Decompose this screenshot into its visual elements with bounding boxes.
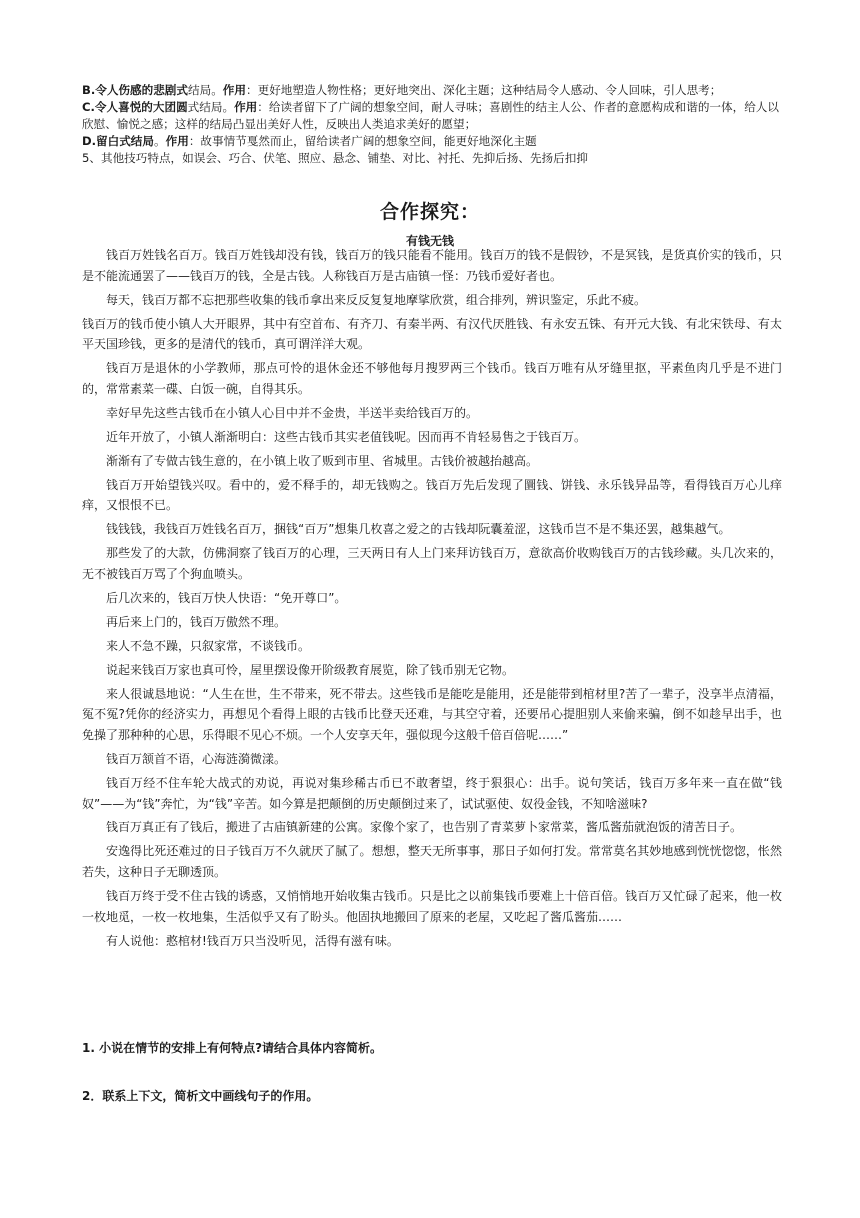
story-paragraph: 每天，钱百万都不忘把那些收集的钱币拿出来反反复复地摩挲欣赏，组合排列，辨识鉴定，乐此不疲。 — [106, 292, 647, 307]
story-paragraph: 钱百万颔首不语，心海涟漪微漾。 — [106, 751, 287, 766]
ending-c-text: ：给读者留下了广阔的想象空间，耐人寻味；喜剧性的结主人公、作者的意愿构成和谐的一体，给人以欣慰、愉悦之感；这样的结局凸显出美好人性，反映出人类追求美好的愿望； — [82, 100, 779, 131]
story-paragraph: 渐渐有了专做古钱生意的，在小镇上收了贩到市里、省城里。古钱价被越抬越高。 — [106, 453, 539, 468]
story-paragraph: 再后来上门的，钱百万傲然不理。 — [106, 614, 287, 629]
story-title: 有钱无钱 — [405, 234, 454, 248]
question-2: 2．联系上下文，简析文中画线句子的作用。 — [82, 1089, 319, 1103]
story-paragraph: 钱百万姓钱名百万。钱百万姓钱却没有钱，钱百万的钱只能看不能用。钱百万的钱不是假钞，不是冥钱，是货真价实的钱币，只是不能流通罢了——钱百万的钱，全是古钱。人称钱百万是古庙镇一怪：乃钱币爱好者也。 — [82, 248, 782, 283]
story-paragraph: 幸好早先这些古钱币在小镇人心目中并不金贵，半送半卖给钱百万的。 — [106, 405, 479, 420]
story-paragraph: 钱钱钱，我钱百万姓钱名百万，捆钱“百万”想集几枚喜之爱之的古钱却阮囊羞涩，这钱币岂不是不集还罢，越集越气。 — [106, 522, 731, 537]
story-paragraph: 来人很诚恳地说：“人生在世，生不带来，死不带去。这些钱币是能吃是能用，还是能带到棺材里?苦了一辈子，没享半点清福，冤不冤?凭你的经济实力，再想见个看得上眼的古钱币比登天还难，与其空守着，还要吊心提胆别人来偷来骗，倒不如趁早出手，也免操了那种种的心思，乐得眼不见心不烦。一个人安享天年，强似现今这般千倍百倍呢……” — [82, 686, 782, 742]
story-paragraph: 钱百万真正有了钱后，搬进了古庙镇新建的公寓。家像个家了，也告别了青菜萝卜家常菜，酱瓜酱茄就泡饭的清苦日子。 — [106, 820, 743, 835]
story-paragraph: 来人不急不躁，只叙家常，不谈钱币。 — [106, 638, 311, 653]
ending-b-text: ：更好地塑造人物性格；更好地突出、深化主题；这种结局令人感动、令人回味，引人思考； — [246, 83, 722, 97]
ending-item-c: C.令人喜悦的大团圆式结局。作用：给读者留下了广阔的想象空间，耐人寻味；喜剧性的结主人公、作者的意愿构成和谐的一体，给人以欣慰、愉悦之感；这样的结局凸显出美好人性，反映出人类追求美好的愿望； — [82, 100, 779, 131]
story-paragraph: 近年开放了，小镇人渐渐明白：这些古钱币其实老值钱呢。因而再不肯轻易售之于钱百万。 — [106, 429, 587, 444]
story-body — [82, 245, 782, 955]
ending-types-notes — [82, 82, 782, 167]
story-paragraph: 钱百万终于受不住古钱的诱惑，又悄悄地开始收集古钱币。只是比之以前集钱币要难上十倍百倍。钱百万又忙碌了起来，他一枚一枚地觅，一枚一枚地集，生活似乎又有了盼头。他固执地搬回了原来的老屋，又吃起了酱瓜酱茄…… — [82, 889, 782, 924]
story-paragraph: 说起来钱百万家也真可怜，屋里摆设像开阶级教育展览，除了钱币别无它物。 — [106, 662, 515, 677]
ending-item-d: D.留白式结局。作用：故事情节戛然而止，留给读者广阔的想象空间，能更好地深化主题 — [82, 134, 537, 148]
story-paragraph: 钱百万开始望钱兴叹。看中的，爱不释手的，却无钱购之。钱百万先后发现了圜钱、饼钱、永乐钱异品等，看得钱百万心儿痒痒，又恨恨不已。 — [82, 477, 782, 513]
story-paragraph: 有人说他：憨棺材!钱百万只当没听见，活得有滋有味。 — [106, 933, 399, 948]
story-paragraph: 钱百万经不住车轮大战式的劝说，再说对集珍稀古币已不敢奢望，终于狠狠心：出手。说句笑话，钱百万多年来一直在做“钱奴”——为“钱”奔忙，为“钱”辛苦。如今算是把颠倒的历史颠倒过来了，试试驱使、奴役金钱，不知啥滋味? — [82, 775, 782, 811]
story-paragraph: 那些发了的大款，仿佛洞察了钱百万的心理，三天两日有人上门来拜访钱百万，意欲高价收购钱百万的古钱珍藏。头几次来的，无不被钱百万骂了个狗血喷头。 — [82, 546, 782, 581]
other-techniques: 5、其他技巧特点，如误会、巧合、伏笔、照应、悬念、铺垫、对比、衬托、先抑后扬、先扬后扣抑 — [82, 151, 588, 165]
story-paragraph: 钱百万是退休的小学教师，那点可怜的退休金还不够他每月搜罗两三个钱币。钱百万唯有从牙缝里抠，平素鱼肉几乎是不进门的，常常素菜一碟、白饭一碗，自得其乐。 — [82, 361, 782, 396]
ending-d-label: D.留白式结局 — [82, 134, 154, 148]
ending-d-text: ：故事情节戛然而止，留给读者广阔的想象空间，能更好地深化主题 — [188, 134, 537, 148]
story-paragraph: 安逸得比死还难过的日子钱百万不久就厌了腻了。想想，整天无所事事，那日子如何打发。常常莫名其妙地感到恍恍惚惚，怅然若失，这种日子无聊透顶。 — [82, 844, 782, 880]
question-1: 1. 小说在情节的安排上有何特点?请结合具体内容简析。 — [82, 1041, 383, 1055]
story-paragraph: 钱百万的钱币使小镇人大开眼界，其中有空首布、有齐刀、有秦半两、有汉代厌胜钱、有永安五铢、有开元大钱、有北宋铁母、有太平天国珍钱，更多的是清代的钱币，真可谓洋洋大观。 — [82, 316, 782, 352]
section-title: 合作探究： — [379, 201, 480, 223]
ending-b-label: B.令人伤感的悲剧式 — [82, 83, 188, 97]
ending-c-label: C.令人喜悦的大团圆 — [82, 100, 188, 114]
ending-item-b: B.令人伤感的悲剧式结局。作用：更好地塑造人物性格；更好地突出、深化主题；这种结局令人感动、令人回味，引人思考； — [82, 83, 722, 97]
story-paragraph: 后几次来的，钱百万快人快语：“免开尊口”。 — [106, 590, 347, 605]
